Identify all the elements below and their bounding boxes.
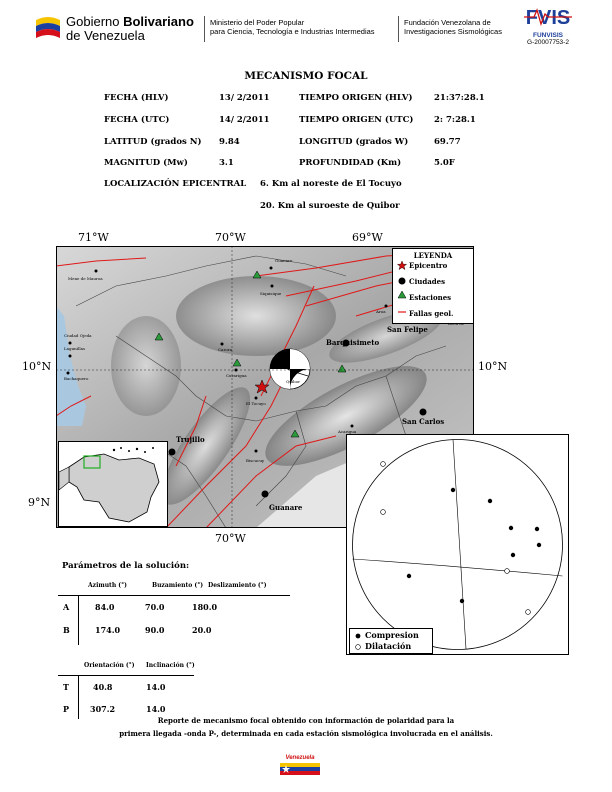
- header-divider: [204, 16, 205, 42]
- legend-city-icon: [399, 278, 406, 285]
- lon-label-69w: 69°W: [352, 231, 383, 244]
- logo-code: G-20007753-2: [527, 39, 569, 46]
- city-label-bachaquero: Bachaquero: [64, 376, 89, 381]
- latitud-value: 9.84: [219, 137, 240, 147]
- header-azimuth: Azimuth (°): [88, 582, 127, 589]
- city-label-barquisimeto: Barquisimeto: [326, 338, 380, 347]
- magnitud-value: 3.1: [219, 158, 234, 168]
- tiempo-hlv-value: 21:37:28.1: [434, 93, 485, 103]
- legend-fallas: Fallas geol.: [409, 309, 454, 318]
- gov-name-line1: Gobierno Bolivariano: [66, 14, 194, 29]
- city-label-carora: Carora: [218, 347, 233, 352]
- magnitud-label: MAGNITUD (Mw): [104, 158, 188, 168]
- header-orientacion: Orientación (°): [84, 662, 135, 669]
- header-divider: [398, 16, 399, 42]
- compression-icon: [356, 634, 361, 639]
- legend-compresion: Compresion: [365, 630, 419, 640]
- legend-epicentro: Epicentro: [409, 261, 448, 270]
- lon-label-70w-bottom: 70°W: [215, 532, 246, 545]
- lat-label-9n: 9°N: [28, 496, 51, 509]
- axis-t-orientacion: 40.8: [93, 682, 113, 692]
- city-label-acarigua: Acarigua: [338, 429, 357, 434]
- logo-word: FUNVISIS: [533, 32, 563, 39]
- plane-a-azimuth: 84.0: [95, 602, 115, 612]
- lat-label-10n: 10°N: [22, 360, 52, 373]
- legend-ciudades: Ciudades: [409, 277, 446, 286]
- lon-label-71w: 71°W: [78, 231, 109, 244]
- city-label-guanare: Guanare: [269, 503, 303, 512]
- ministry-name: Ministerio del Poder Popular para Ciencia, Tecnología e Industrias Intermedias: [210, 18, 375, 36]
- city-label-lagunillas: Lagunillas: [64, 346, 86, 351]
- city-label-quibor: Quibor: [286, 379, 301, 384]
- dilatation-icon: [356, 645, 361, 650]
- footer-line2: primera llegada -onda P-, determinada en cada estación sismológica involucrada en el análisis.: [119, 729, 493, 738]
- polarity-legend: [349, 628, 433, 654]
- tiempo-hlv-label: TIEMPO ORIGEN (HLV): [299, 93, 413, 103]
- city-label: Guanare: [275, 258, 293, 263]
- footer-line1: Reporte de mecanismo focal obtenido con información de polaridad para la: [157, 716, 455, 725]
- inset-map: [58, 441, 168, 527]
- fecha-hlv-label: FECHA (HLV): [104, 93, 169, 103]
- axis-p-inclinacion: 14.0: [146, 704, 166, 714]
- profundidad-value: 5.0F: [434, 158, 455, 168]
- longitud-value: 69.77: [434, 137, 461, 147]
- table-divider: [78, 675, 79, 719]
- map-legend: [392, 248, 474, 324]
- plane-a-label: A: [63, 602, 70, 612]
- city-label-trujillo: Trujillo: [176, 435, 205, 444]
- funvisis-logo: [520, 6, 576, 50]
- axis-t-inclinacion: 14.0: [146, 682, 166, 692]
- lon-label-70w: 70°W: [215, 231, 246, 244]
- city-label-curarigua: Curarigua: [226, 373, 247, 378]
- footer-logo-text: Venezuela: [285, 755, 315, 761]
- city-label-san-felipe: San Felipe: [387, 325, 428, 334]
- longitud-label: LONGITUD (grados W): [299, 137, 409, 147]
- localizacion-line1: 6. Km al noreste de El Tocuyo: [260, 179, 402, 189]
- legend-dilatacion: Dilatación: [365, 641, 412, 651]
- axis-p-label: P: [63, 704, 70, 714]
- latitud-label: LATITUD (grados N): [104, 137, 202, 147]
- city-label-el-tocuyo: El Tocuyo: [246, 401, 266, 406]
- plane-a-deslizamiento: 180.0: [192, 602, 218, 612]
- focal-mechanism-panel: [346, 434, 569, 655]
- legend-epicenter-icon: [397, 261, 406, 270]
- axis-t-label: T: [63, 682, 69, 692]
- header-buzamiento: Buzamiento (°): [152, 582, 204, 589]
- government-logo: [34, 10, 204, 48]
- axis-p-orientacion: 307.2: [90, 704, 116, 714]
- venezuela-footer-logo: [278, 755, 322, 777]
- localizacion-line2: 20. Km al suroeste de Quibor: [260, 201, 400, 211]
- foundation-name: Fundación Venezolana de Investigaciones Sismológicas: [404, 18, 502, 36]
- funvisis-mark-icon: [520, 6, 576, 28]
- header-inclinacion: Inclinación (°): [146, 662, 195, 669]
- plane-b-deslizamiento: 20.0: [192, 625, 212, 635]
- city-label-biscucuy: Biscucuy: [246, 458, 265, 463]
- plane-a-buzamiento: 70.0: [145, 602, 165, 612]
- profundidad-label: PROFUNDIDAD (Km): [299, 158, 402, 168]
- footer-flag-icon: [278, 762, 322, 776]
- plane-b-buzamiento: 90.0: [145, 625, 165, 635]
- svg-text:FVIS: FVIS: [525, 7, 571, 28]
- table-divider: [78, 595, 79, 645]
- lat-label-10n-right: 10°N: [478, 360, 508, 373]
- city-label-ciudad-ojeda: Ciudad Ojeda: [64, 333, 92, 338]
- legend-estaciones: Estaciones: [409, 293, 452, 302]
- venezuela-flag-icon: [34, 14, 62, 40]
- table-divider: [58, 595, 290, 596]
- fecha-utc-label: FECHA (UTC): [104, 115, 170, 125]
- tiempo-utc-value: 2: 7:28.1: [434, 115, 476, 125]
- plane-b-label: B: [63, 625, 70, 635]
- plane-b-azimuth: 174.0: [95, 625, 121, 635]
- localizacion-label: LOCALIZACIÓN EPICENTRAL: [104, 179, 247, 189]
- city-label-mene: Mene de Mauroa: [68, 276, 103, 281]
- legend-title: LEYENDA: [413, 251, 453, 260]
- venezuela-inset-icon: [59, 442, 167, 526]
- fecha-utc-value: 14/ 2/2011: [219, 115, 270, 125]
- fecha-hlv-value: 13/ 2/2011: [219, 93, 270, 103]
- gov-name-line2: de Venezuela: [66, 28, 145, 43]
- city-label-san-carlos: San Carlos: [402, 417, 445, 426]
- city-label-aroa: Aroa: [376, 309, 386, 314]
- city-label-siquisique: Siquisique: [260, 291, 282, 296]
- page-title: MECANISMO FOCAL: [244, 70, 368, 82]
- solution-title: Parámetros de la solución:: [62, 561, 190, 571]
- focal-mechanism-stereonet: [346, 434, 569, 655]
- tiempo-utc-label: TIEMPO ORIGEN (UTC): [299, 115, 414, 125]
- header-deslizamiento: Deslizamiento (°): [208, 582, 267, 589]
- legend-station-icon: [398, 291, 406, 298]
